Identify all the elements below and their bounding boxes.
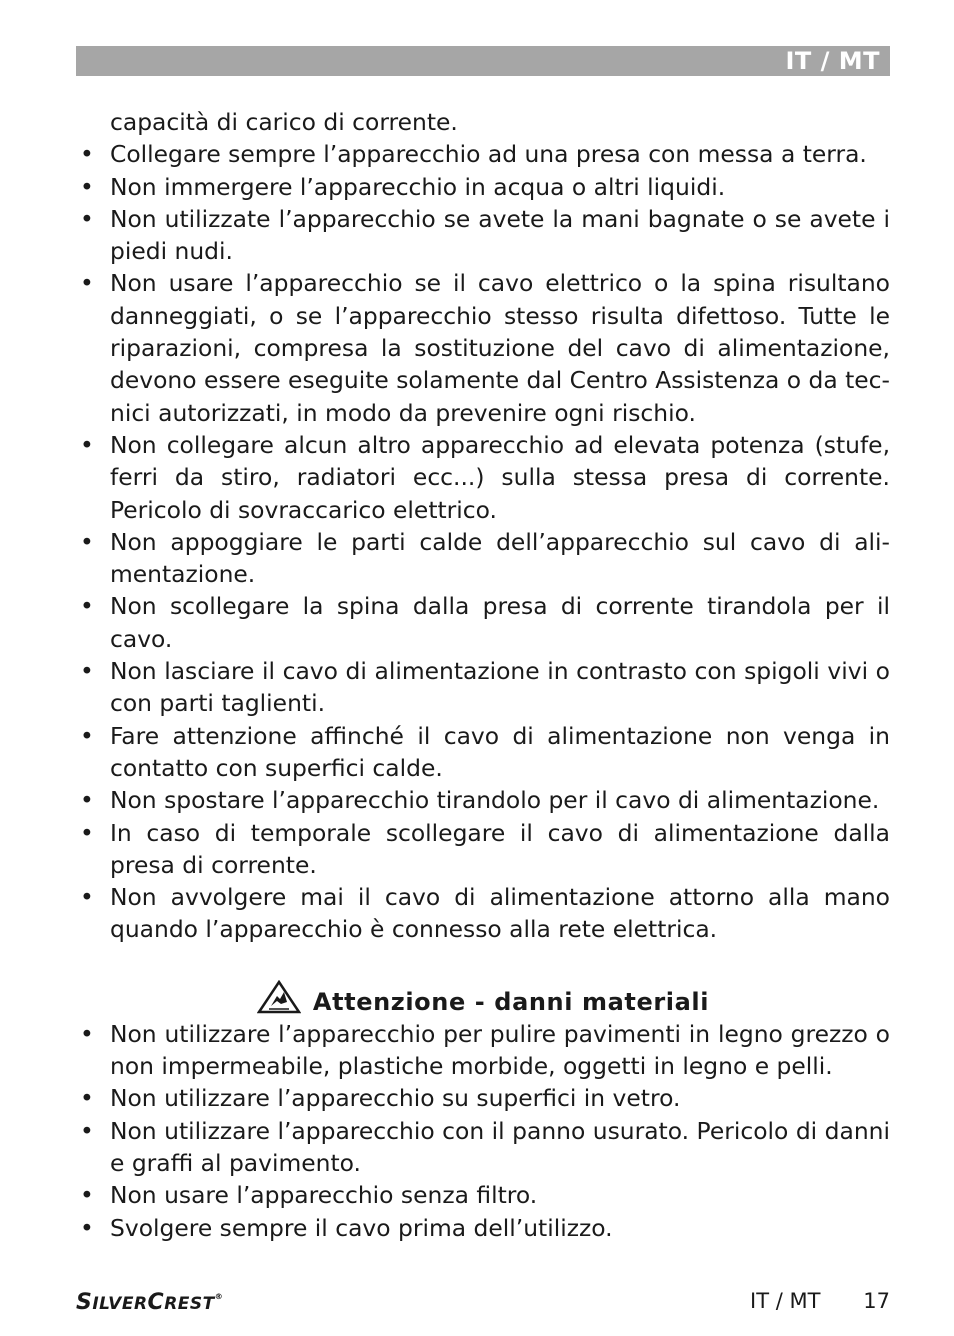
bullet-marker: • [80,430,94,459]
list-item [76,267,890,428]
list-item [76,526,890,591]
bullet-marker: • [80,140,94,169]
list-item-text: Non utilizzare l’apparecchio con il panno usurato. Pericolo di danni e graffi al pavimento. [110,1116,890,1177]
bullet-marker: • [80,721,94,750]
list-item [76,881,890,946]
bullet-marker: • [80,657,94,686]
list-item-text: Non utilizzare l’apparecchio su superfici in vetro. [110,1084,681,1113]
list-item-text: Non collegare alcun altro apparecchio ad elevata potenza (stufe, ferri da stiro, radiatori ecc...) sulla stessa presa di corrente. Pericolo di sovraccarico elettrico. [110,430,890,524]
section-title: Attenzione - danni materiali [312,987,710,1016]
header-language-label: IT / MT [785,47,880,75]
list-item-text: Non appoggiare le parti calde dell’apparecchio sul cavo di ali-mentazione. [110,527,890,589]
safety-list [76,138,890,945]
list-item-text: Svolgere sempre il cavo prima dell’utilizzo. [110,1213,613,1242]
list-item-text: Non usare l’apparecchio senza filtro. [110,1181,538,1210]
list-item [76,655,890,720]
continuation-text: capacità di carico di corrente. [110,108,458,136]
list-item [76,1082,890,1114]
bullet-marker: • [80,1213,94,1242]
list-item [76,1018,890,1083]
list-item-text: Non lasciare il cavo di alimentazione in contrasto con spigoli vivi o con parti taglienti. [110,657,890,718]
list-item [76,1179,890,1211]
list-item-text: In caso di temporale scollegare il cavo di alimentazione dalla presa di corrente. [110,818,890,879]
bullet-marker: • [80,818,94,847]
bullet-marker: • [80,883,94,912]
list-item-text: Non scollegare la spina dalla presa di corrente tirandola per il cavo. [110,592,890,653]
page-content [76,106,890,1244]
bullet-marker: • [80,172,94,201]
list-item-text: Non utilizzate l’apparecchio se avete la mani bagnate o se avete i piedi nudi. [110,204,890,266]
damage-list [76,1018,890,1244]
list-item-text: Non immergere l’apparecchio in acqua o altri liquidi. [110,172,726,201]
list-item [76,171,890,203]
list-item-text: Fare attenzione affinché il cavo di alimentazione non venga in contatto con superfici calde. [110,721,890,782]
page-number: 17 [863,1289,890,1313]
list-item [76,1115,890,1180]
list-item-text: Non spostare l’apparecchio tirandolo per il cavo di alimentazione. [110,786,880,815]
warning-triangle-icon [257,980,301,1014]
bullet-marker: • [80,1116,94,1145]
list-item [76,817,890,882]
list-item [76,429,890,526]
footer-language-label: IT / MT [750,1289,821,1313]
list-item-text: Non utilizzare l’apparecchio per pulire pavimenti in legno grezzo o non impermeabile, plastiche morbide, oggetti in legno e pelli. [110,1019,890,1081]
list-item [76,784,890,816]
list-item-text: Non usare l’apparecchio se il cavo elettrico o la spina risultano danneggiati, o se l’apparecchio stesso risulta difettoso. Tutte le riparazioni, compresa la sostituzione del cavo di alimentazione, devono essere eseguite solamente dal Centro Assistenza o da tec-nici autorizzati, in modo da prevenire ogni rischio. [110,269,890,427]
bullet-marker: • [80,527,94,556]
bullet-marker: • [80,204,94,233]
bullet-marker: • [80,592,94,621]
section-heading [76,980,890,1018]
brand-logo: SILVERCREST® [76,1290,224,1315]
list-item-text: Collegare sempre l’apparecchio ad una presa con messa a terra. [110,140,867,169]
bullet-marker: • [80,1084,94,1113]
list-item [76,138,890,170]
list-item [76,203,890,268]
header-bar [76,46,890,76]
bullet-marker: • [80,269,94,298]
list-item [76,720,890,785]
bullet-marker: • [80,1181,94,1210]
list-item [76,590,890,655]
list-item [76,1212,890,1244]
bullet-marker: • [80,1019,94,1048]
bullet-marker: • [80,786,94,815]
list-item-text: Non avvolgere mai il cavo di alimentazione attorno alla mano quando l’apparecchio è connesso alla rete elettrica. [110,883,890,944]
